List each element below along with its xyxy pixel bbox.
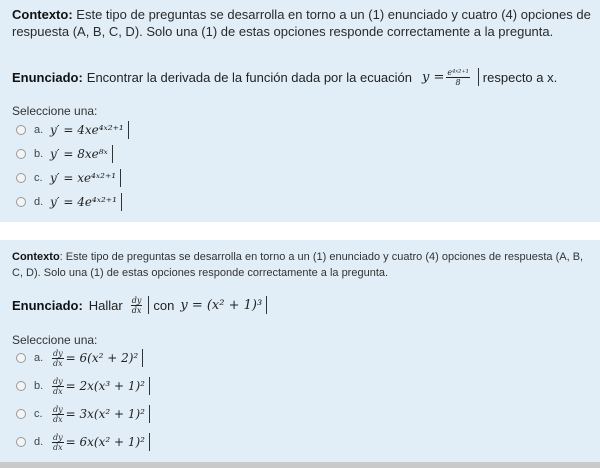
q2-option-a-num: dy — [53, 348, 63, 358]
q2-equation: y = (x² + 1)³ — [180, 297, 263, 313]
q2-context — [12, 249, 597, 281]
q1-eq-fraction — [446, 68, 469, 87]
q1-option-d-letter: d. — [34, 196, 44, 208]
q1-radio-d[interactable] — [16, 197, 26, 207]
q1-option-b-bar — [112, 145, 113, 163]
q2-option-c-num: dy — [53, 404, 63, 414]
q1-option-d-bar — [121, 193, 122, 211]
q2-radio-b[interactable] — [16, 381, 26, 391]
q2-option-d-expr: = 6x(x² + 1)² — [65, 435, 145, 449]
q2-frac-num: dy — [131, 295, 142, 305]
bottom-divider — [0, 462, 600, 468]
q1-option-b-expr: y′ = 8xe⁸ˣ — [50, 147, 108, 161]
q2-option-c[interactable] — [16, 404, 154, 424]
q1-eq-numerator: e⁴ˣ²⁺¹ — [447, 67, 469, 77]
q2-option-d-fraction — [52, 433, 64, 452]
q1-radio-b[interactable] — [16, 149, 26, 159]
q2-select-label: Seleccione una: — [12, 333, 98, 347]
q1-enunciado-tail: respecto a x. — [482, 69, 558, 85]
q1-option-c-expr: y′ = xe⁴ˣ²⁺¹ — [50, 171, 117, 185]
q2-option-b-fraction — [52, 377, 64, 396]
q1-option-d[interactable] — [16, 192, 126, 212]
q2-option-b-expr: = 2x(x³ + 1)² — [65, 379, 145, 393]
q2-enunciado — [12, 291, 271, 319]
q2-option-b-num: dy — [53, 376, 63, 386]
q2-option-d-num: dy — [53, 432, 63, 442]
q1-select-label: Seleccione una: — [12, 104, 98, 118]
q2-option-b[interactable] — [16, 376, 154, 396]
q2-option-b-letter: b. — [34, 380, 44, 392]
q2-radio-d[interactable] — [16, 437, 26, 447]
q1-option-c-bar — [120, 169, 121, 187]
q1-context — [12, 6, 592, 40]
q2-option-d-den: dx — [53, 442, 63, 452]
q2-option-a-bar — [142, 349, 143, 367]
q2-option-c-den: dx — [53, 414, 63, 424]
q2-option-a-den: dx — [53, 358, 63, 368]
q1-radio-a[interactable] — [16, 125, 26, 135]
q1-option-a[interactable] — [16, 120, 133, 140]
q1-option-b[interactable] — [16, 144, 117, 164]
q2-option-c-bar — [149, 405, 150, 423]
q1-eq-denominator: 8 — [455, 77, 461, 87]
q2-enunciado-text: Hallar — [88, 297, 123, 313]
q1-option-b-letter: b. — [34, 148, 44, 160]
q2-option-d-letter: d. — [34, 436, 44, 448]
q2-option-b-bar — [149, 377, 150, 395]
q2-radio-a[interactable] — [16, 353, 26, 363]
q2-context-text: : Este tipo de preguntas se desarrolla en torno a un (1) enunciado y cuatro (4) opciones de respuesta (A, B, C, D). Solo una (1) de estas opciones responde correctamente a la pregunta. — [12, 251, 584, 279]
q2-option-c-letter: c. — [34, 408, 43, 420]
q1-option-a-expr: y′ = 4xe⁴ˣ²⁺¹ — [50, 123, 124, 137]
q1-option-c-letter: c. — [34, 172, 43, 184]
q2-enunciado-bar — [148, 296, 149, 314]
q2-enunciado-mid: con — [153, 297, 175, 313]
q1-option-d-expr: y′ = 4e⁴ˣ²⁺¹ — [50, 195, 117, 209]
q1-enunciado — [12, 62, 557, 92]
q2-dydx-fraction — [131, 296, 143, 315]
q2-option-d-bar — [149, 433, 150, 451]
q2-option-c-fraction — [52, 405, 64, 424]
q2-option-b-den: dx — [53, 386, 63, 396]
q1-eq-cursor-bar — [478, 68, 479, 86]
q1-option-c[interactable] — [16, 168, 125, 188]
q1-enunciado-text: Encontrar la derivada de la función dada por la ecuación — [86, 69, 412, 85]
q2-option-c-expr: = 3x(x² + 1)² — [65, 407, 145, 421]
q2-option-d[interactable] — [16, 432, 154, 452]
q2-context-label: Contexto — [12, 251, 60, 263]
q1-radio-c[interactable] — [16, 173, 26, 183]
q1-option-a-letter: a. — [34, 124, 44, 136]
q2-frac-den: dx — [131, 305, 142, 315]
q2-option-a-letter: a. — [34, 352, 44, 364]
q2-equation-bar — [266, 296, 267, 314]
q2-option-a[interactable] — [16, 348, 147, 368]
q2-option-a-expr: = 6(x² + 2)² — [65, 351, 139, 365]
q1-enunciado-label: Enunciado: — [12, 69, 83, 85]
q1-eq-lhs: y = — [422, 69, 445, 85]
q1-context-label: Contexto: — [12, 7, 73, 22]
q2-radio-c[interactable] — [16, 409, 26, 419]
q2-option-a-fraction — [52, 349, 64, 368]
q1-option-a-bar — [128, 121, 129, 139]
q1-context-text: Este tipo de preguntas se desarrolla en torno a un (1) enunciado y cuatro (4) opciones de respuesta (A, B, C, D). Solo una (1) de estas opciones responde correctamente a la pregunta. — [12, 7, 591, 39]
q2-enunciado-label: Enunciado: — [12, 297, 83, 313]
